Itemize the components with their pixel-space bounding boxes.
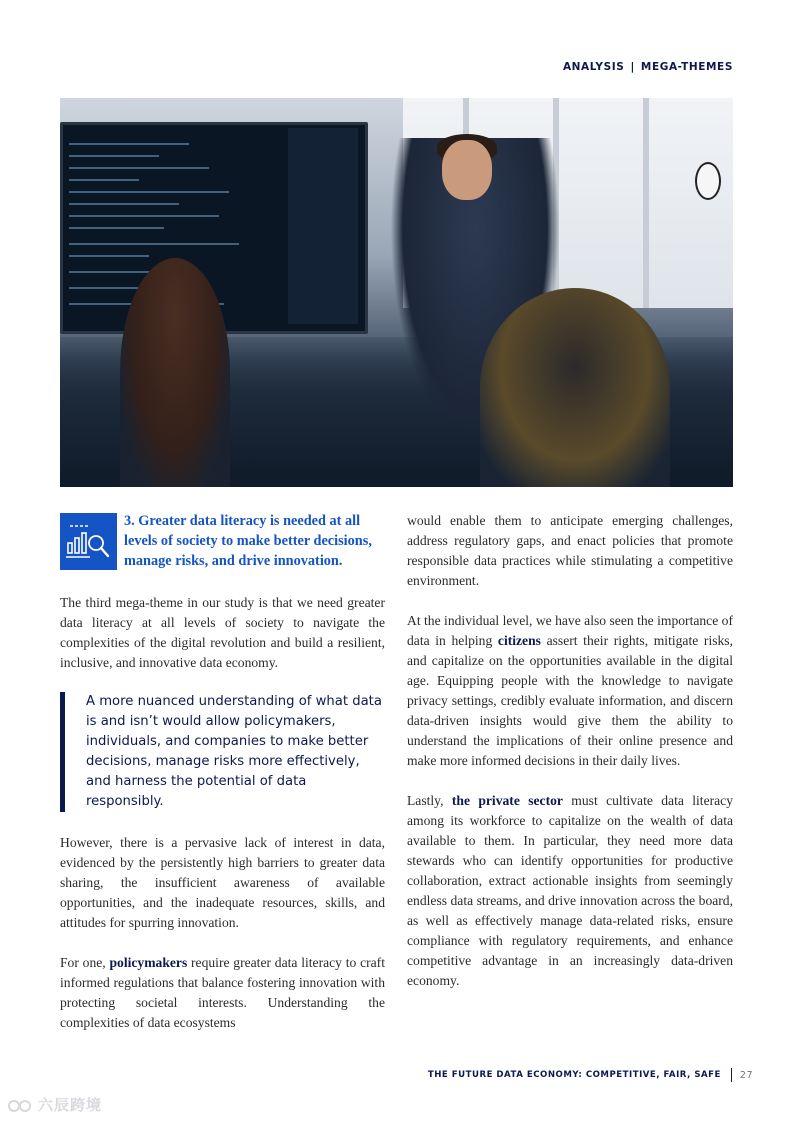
hero-photo <box>60 98 733 487</box>
footer-divider <box>731 1068 732 1082</box>
column-right <box>407 511 733 991</box>
intro-paragraph: The third mega-theme in our study is that we need greater data literacy at all levels of society to navigate the complexities of the digital revolution and build a resilient, inclusive, and innovative data economy. <box>60 595 385 670</box>
column-left-top <box>60 593 385 673</box>
watermark <box>8 1094 102 1115</box>
policymakers-continued: would enable them to anticipate emerging challenges, address regulatory gaps, and enact policies that promote responsible data practices while stimulating a competitive environment. <box>407 513 733 588</box>
pull-quote: A more nuanced understanding of what data is and isn’t would allow policymakers, individuals, and companies to make better decisions, manage risks more effectively, and harness the potential of data responsibly. <box>60 692 385 812</box>
citizens-paragraph: At the individual level, we have also seen the importance of data in helping citizens assert their rights, mitigate risks, and capitalize on the opportunities available in the digital age. Equipping people with the knowledge to navigate privacy settings, credibly evaluate information, and discern data-driven insights would give them the ability to understand the implications of their online presence and make more informed decisions in their daily lives. <box>407 613 733 768</box>
header-section: ANALYSIS <box>562 61 625 73</box>
header-subsection: MEGA-THEMES <box>640 61 733 73</box>
private-sector-highlight: the private sector <box>451 793 563 808</box>
watermark-text: 六辰跨境 <box>38 1096 103 1114</box>
running-header <box>563 61 733 73</box>
private-sector-paragraph: Lastly, the private sector must cultivate data literacy among its workforce to capitalize on the wealth of data available to them. In particular, they need more data stewards who can identify opportunities for productive collaboration, extract actionable insights from seemingly endless data streams, and drive innovation across the board, as well as effectively manage data-related risks, ensure compliance with regulatory requirements, and enhance competitive advantage in an increasingly data-driven economy. <box>407 793 733 988</box>
policymakers-highlight: policymakers <box>109 955 188 970</box>
watermark-logo-icon <box>8 1097 34 1113</box>
mega-theme-title: 3. Greater data literacy is needed at all levels of society to make better decisions, manage risks, and drive innovation. <box>124 513 372 569</box>
footer-title: THE FUTURE DATA ECONOMY: COMPETITIVE, FAIR, SAFE <box>427 1070 721 1080</box>
barriers-paragraph: However, there is a pervasive lack of interest in data, evidenced by the persistently high barriers to greater data sharing, the insufficient awareness of available opportunities, and the inadequate resources, skills, and attitudes for spurring innovation. <box>60 835 385 930</box>
data-analysis-icon <box>60 513 117 570</box>
running-footer <box>428 1068 753 1082</box>
policymakers-paragraph: For one, policymakers require greater data literacy to craft informed regulations that balance fostering innovation with protecting societal interests. Understanding the complexities of data ecosystems <box>60 955 385 1030</box>
side-panel <box>288 128 358 324</box>
header-separator: | <box>630 61 635 73</box>
citizens-highlight: citizens <box>497 633 541 648</box>
seated-person-right <box>480 288 670 487</box>
wall-clock <box>695 162 721 200</box>
page-number: 27 <box>739 1069 753 1081</box>
presenter-face <box>442 140 492 200</box>
seated-person-left <box>120 258 230 487</box>
column-left-bottom <box>60 833 385 1033</box>
